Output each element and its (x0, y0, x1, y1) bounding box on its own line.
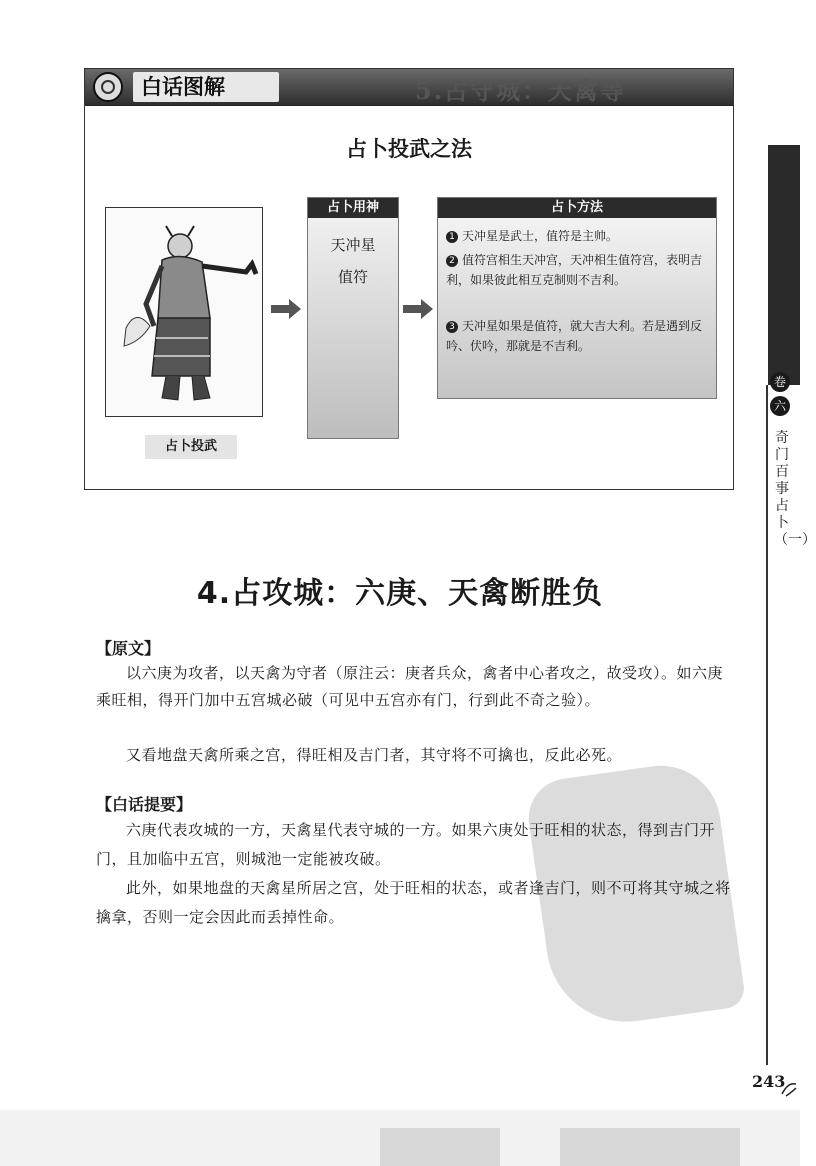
original-text-paragraph: 又看地盘天禽所乘之宫，得旺相及吉门者，其守将不可擒也，反此必死。 (126, 746, 623, 764)
diagram-header-ghost-text: 5.占守城：天禽等 (415, 76, 627, 105)
volume-number-badge: 六 (770, 396, 790, 416)
diagram-header (85, 69, 733, 106)
column-heading: 占卜用神 (308, 198, 398, 218)
spiral-emblem-icon (93, 72, 123, 102)
divination-object-column (307, 197, 399, 439)
number-bullet-icon: 1 (446, 231, 458, 243)
figure-caption: 占卜投武 (145, 435, 237, 459)
right-arrow-icon (271, 299, 301, 319)
section-title: 4.占攻城：六庚、天禽断胜负 (196, 576, 604, 611)
divination-method-column (437, 197, 717, 399)
diagram-header-label: 白话图解 (133, 72, 279, 102)
side-tab-bar (768, 145, 800, 385)
number-bullet-icon: 3 (446, 321, 458, 333)
number-bullet-icon: 2 (446, 255, 458, 267)
volume-badge: 卷 (770, 372, 790, 392)
illustrated-diagram (84, 68, 734, 490)
original-text-paragraph: 以六庚为攻者，以天禽为守者（原注云：庚者兵众，禽者中心者攻之，故受攻）。如六庚乘旺相，得开门加中五宫城必破（可见中五宫亦有门，行到此不奇之验）。 (96, 664, 724, 709)
summary-paragraph: 此外，如果地盘的天禽星所居之宫，处于旺相的状态，或者逢吉门，则不可将其守城之将擒拿，否则一定会因此而丢掉性命。 (96, 879, 731, 926)
chapter-title-vertical: 奇门百事占卜（一） (774, 430, 816, 548)
column-item: 值符 (337, 268, 368, 286)
summary-heading: 【白话提要】 (96, 795, 193, 814)
warrior-illustration (105, 207, 263, 417)
diagram-title: 占卜投武之法 (346, 137, 472, 161)
original-text-heading: 【原文】 (96, 639, 161, 658)
method-text: 天冲星如果是值符，就大吉大利。若是遇到反吟、伏吟，那就是不吉利。 (446, 319, 703, 353)
column-heading: 占卜方法 (438, 198, 716, 218)
shade-block (560, 1128, 740, 1166)
shade-block (380, 1128, 500, 1166)
method-item (446, 316, 708, 356)
right-arrow-icon (403, 299, 433, 319)
page-number: 243 (752, 1072, 786, 1091)
method-item (446, 226, 708, 246)
page-bottom-shade (0, 1110, 800, 1166)
side-rule (766, 385, 768, 1065)
method-text: 值符宫相生天冲宫，天冲相生值符宫，表明吉利，如果彼此相互克制则不吉利。 (446, 253, 703, 287)
column-item: 天冲星 (330, 236, 376, 254)
method-text: 天冲星是武士，值符是主帅。 (462, 229, 619, 243)
warrior-figure-icon (106, 208, 262, 416)
summary-paragraph: 六庚代表攻城的一方，天禽星代表守城的一方。如果六庚处于旺相的状态，得到吉门开门，且加临中五宫，则城池一定能被攻破。 (96, 821, 716, 868)
method-item (446, 250, 708, 290)
page-curl-ornament-icon (780, 1080, 798, 1098)
